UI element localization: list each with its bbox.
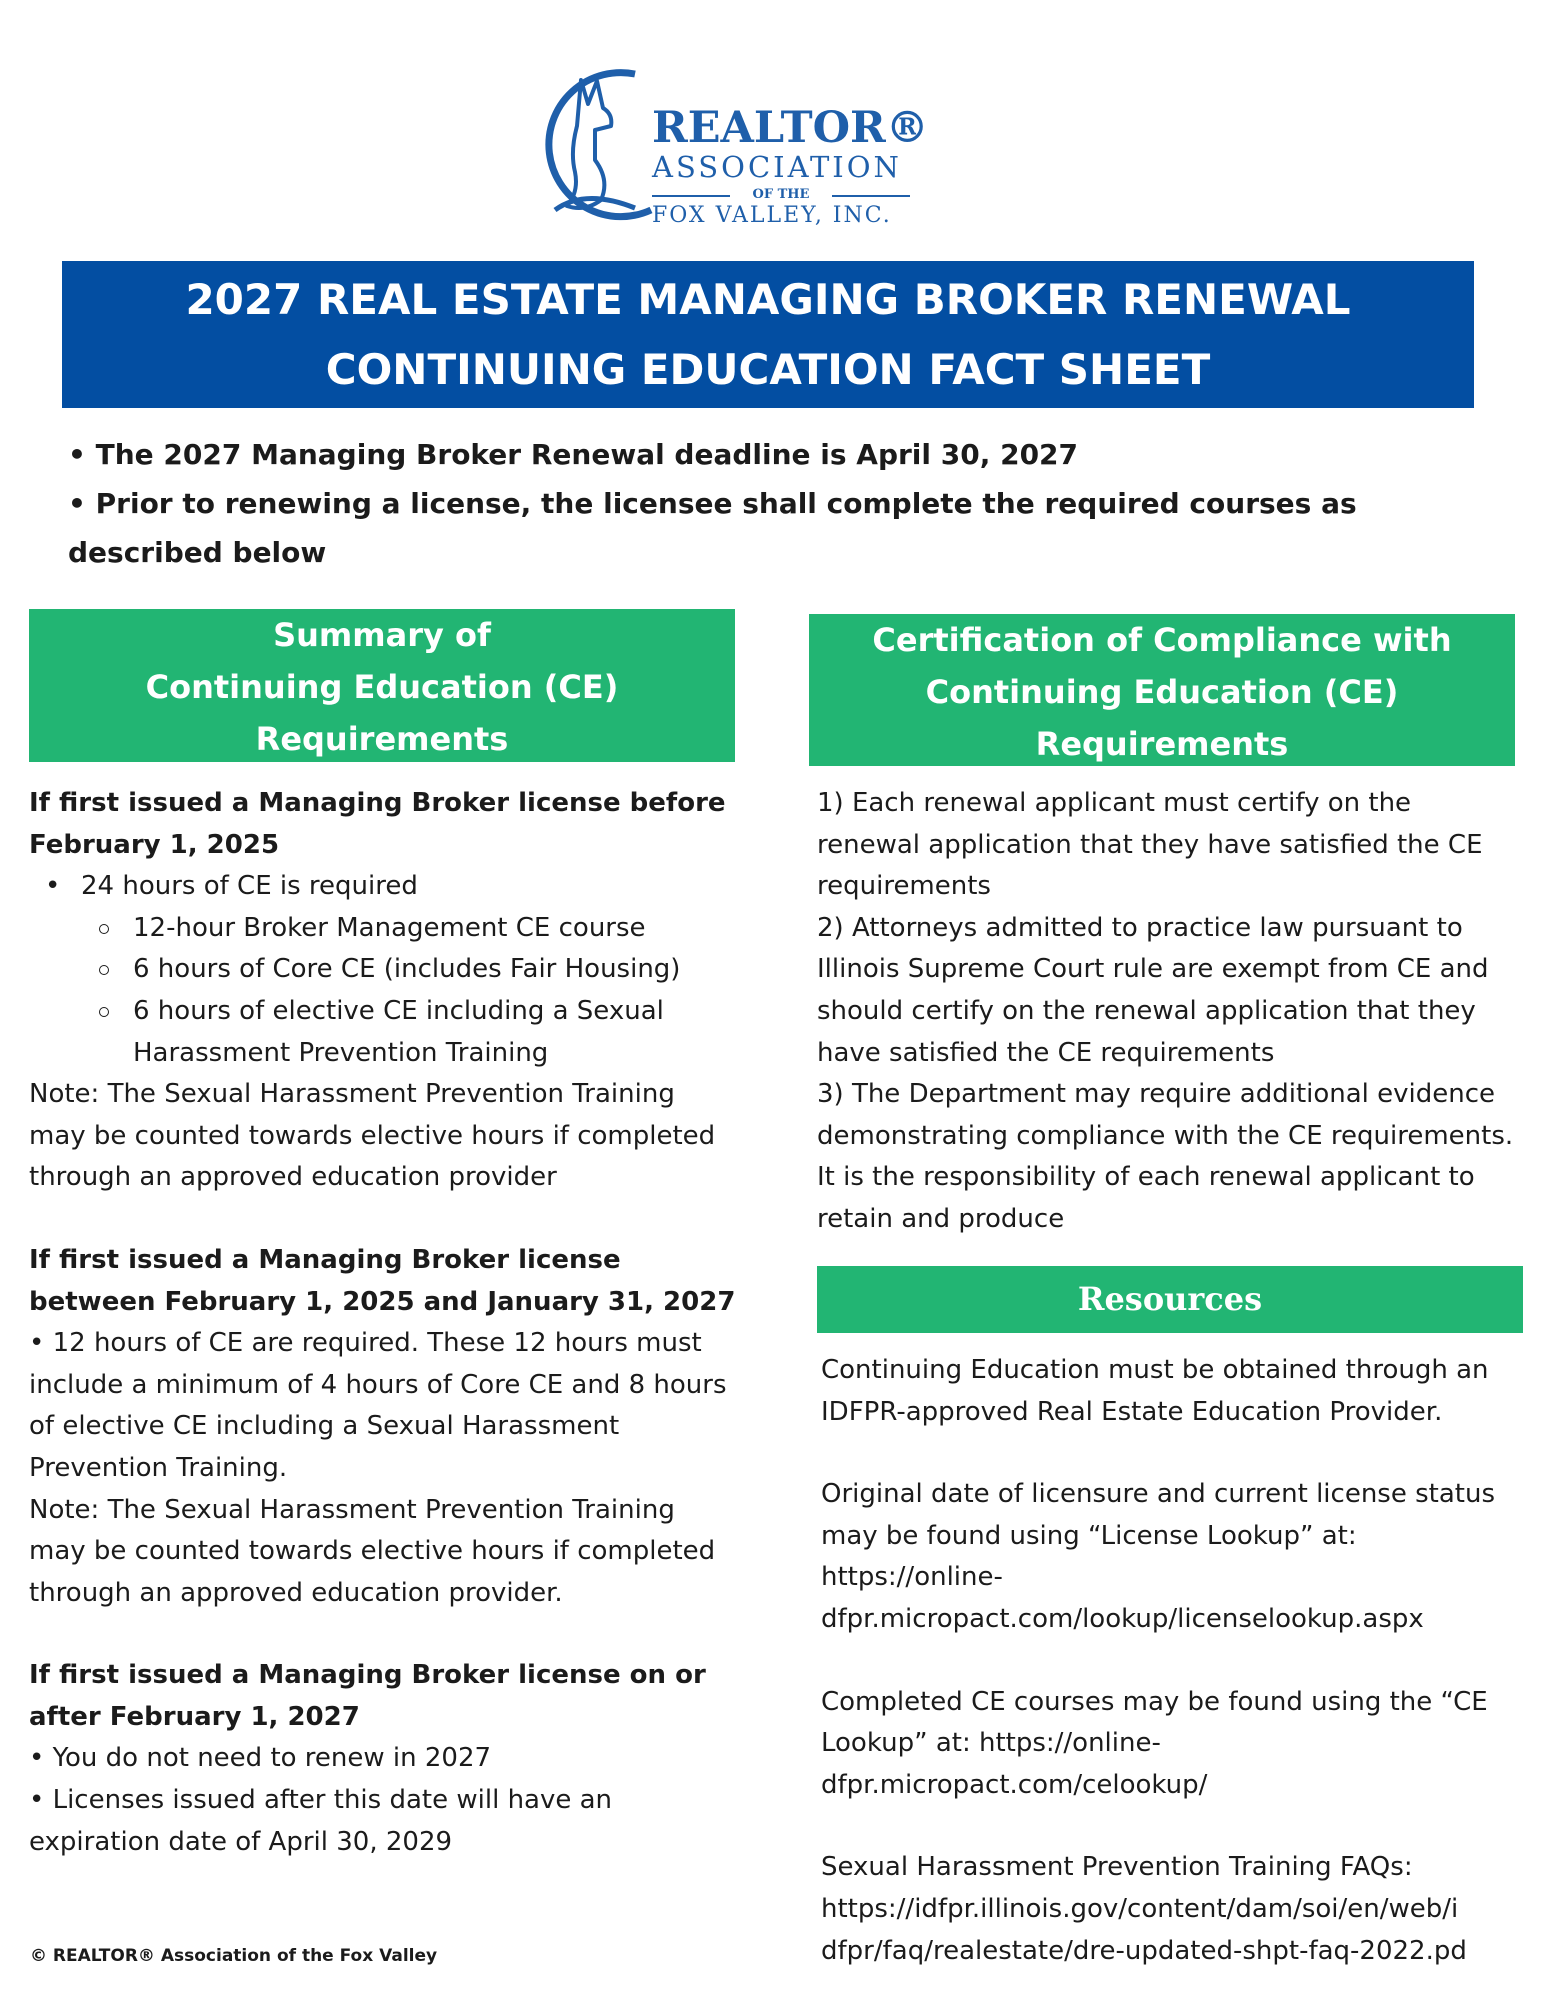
summary-column — [29, 783, 739, 1863]
certification-column — [817, 783, 1522, 1241]
intro-bullet-courses: • Prior to renewing a license, the licensee shall complete the required courses as described below — [68, 487, 1357, 569]
resources-column — [821, 1350, 1526, 1972]
resources-provider-text: Continuing Education must be obtained through an IDFPR-approved Real Estate Education Provider. — [821, 1355, 1489, 1427]
section-between-note: Note: The Sexual Harassment Prevention Training may be counted towards elective hours if completed through an approved education provider. — [29, 1494, 716, 1608]
certification-item-1: 1) Each renewal applicant must certify on the renewal application that they have satisfied the CE requirements — [817, 788, 1483, 902]
logo-fox-valley-text: FOX VALLEY, INC. — [652, 203, 892, 228]
resources-shpt-faq-label: Sexual Harassment Prevention Training FAQs: — [821, 1852, 1413, 1883]
certification-heading-line-2: Continuing Education (CE) — [925, 673, 1399, 711]
certification-item-2: 2) Attorneys admitted to practice law pursuant to Illinois Supreme Court rule are exempt from CE and should certify on the renewal application that they have satisfied the CE requirements — [817, 912, 1489, 1068]
logo-of-the-rule — [652, 187, 910, 203]
association-logo — [515, 60, 929, 240]
certification-heading-line-1: Certification of Compliance with — [872, 621, 1452, 659]
logo-association-text: ASSOCIATION — [652, 150, 902, 184]
list-item — [29, 866, 739, 1074]
title-banner — [62, 261, 1474, 408]
section-between-bullet: • 12 hours of CE are required. These 12 hours must include a minimum of 4 hours of Core CE and 8 hours of elective CE including a Sexual Harassment Prevention Training. — [29, 1328, 727, 1483]
sub-list-item: 12-hour Broker Management CE course — [81, 908, 739, 950]
summary-heading-line-3: Requirements — [255, 720, 509, 758]
summary-heading-line-1: Summary of — [273, 616, 491, 654]
section-before-2025-heading: If first issued a Managing Broker license before February 1, 2025 — [29, 788, 726, 860]
list-item-text: 24 hours of CE is required — [81, 871, 418, 902]
summary-heading — [29, 609, 735, 762]
section-before-2025-list — [29, 866, 739, 1074]
title-line-2: CONTINUING EDUCATION FACT SHEET — [325, 344, 1211, 394]
sub-list-item: 6 hours of Core CE (includes Fair Housing) — [81, 949, 739, 991]
copyright-footer: © REALTOR® Association of the Fox Valley — [30, 1946, 438, 1966]
section-after-2027-heading: If first issued a Managing Broker license on or after February 1, 2027 — [29, 1660, 706, 1732]
section-between-heading: If first issued a Managing Broker license between February 1, 2025 and January 31, 2027 — [29, 1244, 736, 1317]
sub-list-item: 6 hours of elective CE including a Sexual Harassment Prevention Training — [81, 991, 739, 1074]
section-after-2027-bullet-2: • Licenses issued after this date will have an expiration date of April 30, 2029 — [29, 1785, 613, 1857]
section-before-2025-note: Note: The Sexual Harassment Prevention Training may be counted towards elective hours if completed through an approved education provider — [29, 1079, 716, 1193]
fox-logo-icon — [515, 60, 655, 235]
resources-shpt-faq-url-1[interactable]: https://idfpr.illinois.gov/content/dam/soi/en/web/i — [821, 1893, 1459, 1924]
logo-of-the-text: OF THE — [752, 187, 810, 202]
resources-heading: Resources — [817, 1266, 1523, 1333]
intro-bullet-deadline: • The 2027 Managing Broker Renewal deadline is April 30, 2027 — [68, 438, 1079, 471]
resources-ce-lookup-text: Completed CE courses may be found using the “CE Lookup” at: https://online-dfpr.micropact.com/celookup/ — [821, 1686, 1488, 1800]
certification-heading — [809, 614, 1515, 766]
certification-heading-line-3: Requirements — [1035, 725, 1289, 763]
title-line-1: 2027 REAL ESTATE MANAGING BROKER RENEWAL — [185, 274, 1351, 324]
intro-bullets — [68, 430, 1468, 577]
resources-shpt-faq-url-2[interactable]: dfpr/faq/realestate/dre-updated-shpt-faq-2022.pd — [821, 1935, 1467, 1966]
certification-item-3: 3) The Department may require additional evidence demonstrating compliance with the CE requirements. It is the responsibility of each renewal applicant to retain and produce — [817, 1079, 1514, 1234]
section-after-2027-bullet-1: • You do not need to renew in 2027 — [29, 1743, 492, 1774]
summary-heading-line-2: Continuing Education (CE) — [145, 668, 619, 706]
sub-list — [81, 908, 739, 1074]
resources-license-lookup-text: Original date of licensure and current license status may be found using “License Lookup” at: https://online-dfpr.micropact.com/lookup/licenselookup.aspx — [821, 1479, 1495, 1634]
logo-realtor-text: REALTOR® — [652, 103, 929, 153]
